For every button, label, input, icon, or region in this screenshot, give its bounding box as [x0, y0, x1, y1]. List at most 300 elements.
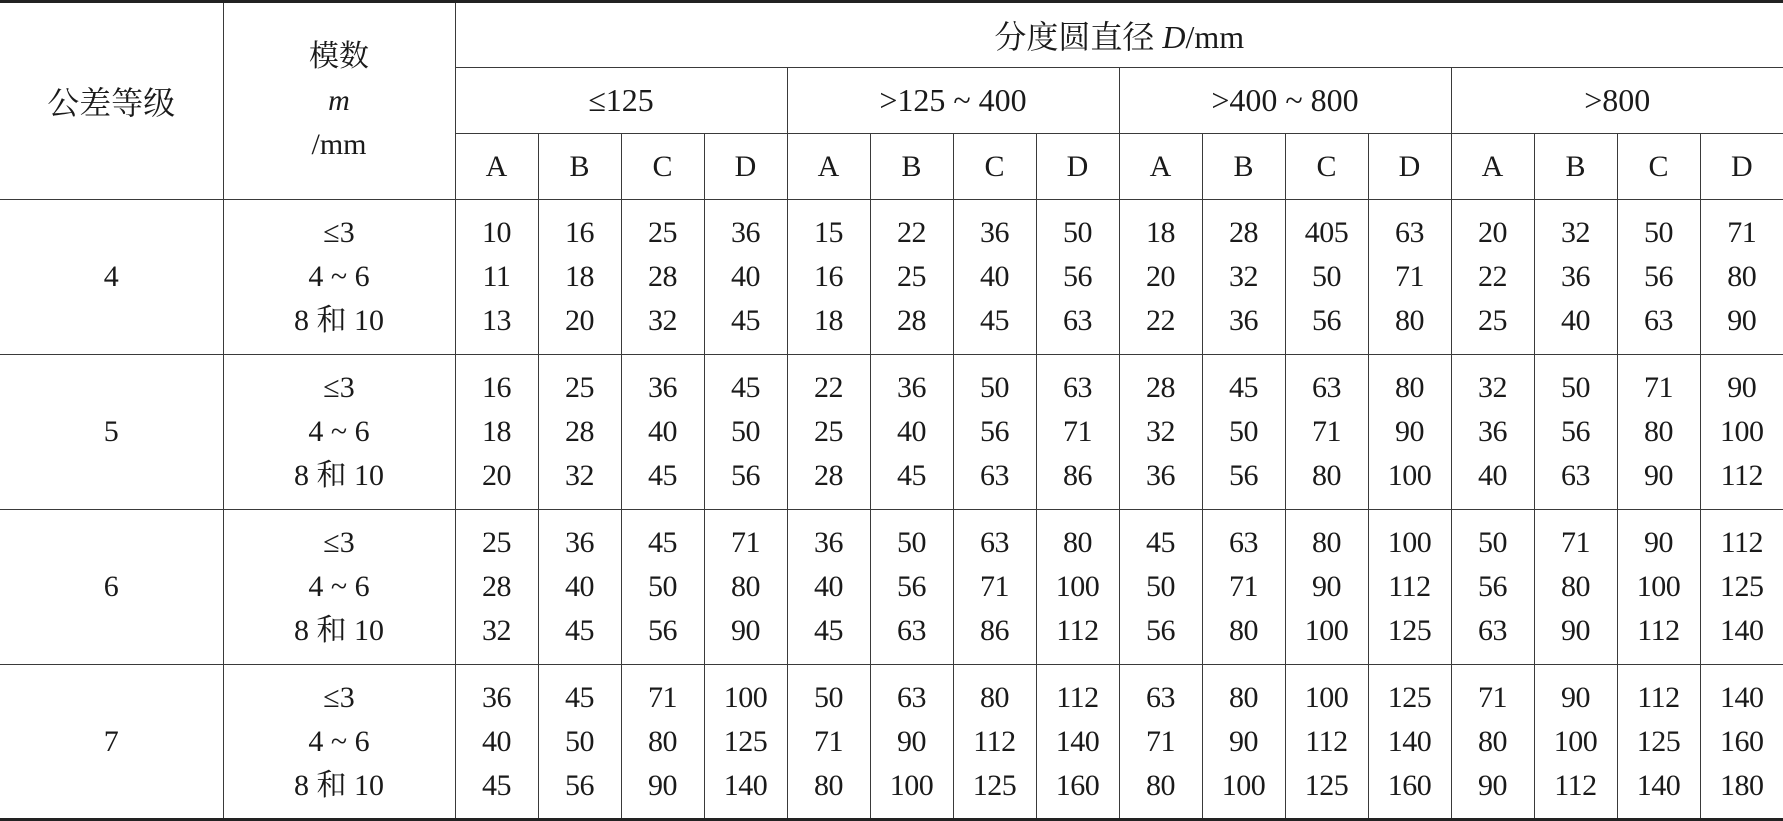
tolerance-value: 25	[897, 260, 926, 293]
tolerance-value: 16	[482, 371, 511, 404]
letter-header: D	[1700, 134, 1783, 200]
value-cell	[1119, 510, 1202, 665]
value-cell	[1285, 355, 1368, 510]
grade-cell: 4	[0, 200, 223, 355]
module-value: 4 ~ 6	[308, 570, 370, 603]
module-cell	[223, 200, 455, 355]
tolerance-value: 160	[1720, 724, 1764, 758]
tolerance-value: 15	[814, 216, 843, 249]
tolerance-value: 50	[1312, 260, 1341, 293]
value-cell	[1451, 355, 1534, 510]
tolerance-value: 63	[1644, 304, 1673, 337]
value-cell	[1700, 510, 1783, 665]
tolerance-value: 90	[1561, 680, 1590, 714]
tolerance-value: 100	[1636, 570, 1681, 603]
tolerance-value: 22	[814, 371, 843, 404]
tolerance-value: 45	[648, 459, 677, 492]
tolerance-value: 112	[1637, 614, 1680, 647]
tolerance-value: 90	[1478, 768, 1507, 802]
module-value: 8 和 10	[294, 768, 384, 802]
tolerance-value: 40	[1478, 459, 1507, 492]
range-header: >400 ~ 800	[1119, 68, 1451, 134]
tolerance-value: 80	[1229, 614, 1258, 647]
value-cell	[1285, 510, 1368, 665]
tolerance-value: 71	[980, 570, 1009, 603]
tolerance-value: 100	[1304, 614, 1349, 647]
value-cell	[1617, 355, 1700, 510]
tolerance-value: 45	[482, 768, 511, 802]
letter-header: C	[621, 134, 704, 200]
module-value: 8 和 10	[294, 304, 384, 337]
tolerance-value: 36	[731, 216, 760, 249]
value-cell	[870, 665, 953, 820]
header-row-1	[0, 2, 1783, 68]
grade-row	[0, 665, 1783, 820]
diameter-header-label: 分度圆直径	[994, 19, 1155, 55]
tolerance-value: 100	[1221, 768, 1266, 802]
value-cell	[787, 665, 870, 820]
value-cell	[538, 510, 621, 665]
value-cell	[1451, 665, 1534, 820]
value-cell	[621, 355, 704, 510]
tolerance-value: 90	[897, 724, 926, 758]
value-cell	[1119, 200, 1202, 355]
tolerance-value: 11	[482, 260, 511, 293]
tolerance-value: 18	[565, 260, 594, 293]
range-header: >125 ~ 400	[787, 68, 1119, 134]
letter-header: D	[1368, 134, 1451, 200]
value-cell	[1036, 665, 1119, 820]
tolerance-value: 32	[1561, 216, 1590, 249]
value-cell	[1451, 200, 1534, 355]
letter-header: C	[1285, 134, 1368, 200]
tolerance-value: 20	[482, 459, 511, 492]
value-cell	[621, 510, 704, 665]
tolerance-value: 100	[1553, 724, 1598, 758]
module-value: ≤3	[323, 371, 355, 404]
tolerance-value: 90	[1561, 614, 1590, 647]
value-cell	[1700, 665, 1783, 820]
tolerance-value: 71	[1229, 570, 1258, 603]
tolerance-value: 36	[897, 371, 926, 404]
tolerance-value: 405	[1304, 216, 1349, 249]
tolerance-value: 90	[1727, 304, 1757, 337]
tolerance-value: 45	[648, 526, 677, 559]
value-cell	[455, 665, 538, 820]
letter-header: B	[870, 134, 953, 200]
tolerance-value: 86	[1063, 459, 1092, 492]
value-cell	[538, 200, 621, 355]
tolerance-value: 16	[565, 216, 594, 249]
tolerance-value: 28	[1146, 371, 1175, 404]
grade-header: 公差等级	[0, 2, 223, 200]
grade-row	[0, 200, 1783, 355]
tolerance-value: 56	[1063, 260, 1092, 293]
tolerance-value: 36	[1561, 260, 1590, 293]
value-cell	[1368, 355, 1451, 510]
tolerance-value: 125	[1387, 614, 1432, 647]
value-cell	[1036, 355, 1119, 510]
tolerance-value: 50	[731, 415, 760, 448]
tolerance-value: 80	[1478, 724, 1507, 758]
tolerance-value: 71	[648, 680, 677, 714]
tolerance-value: 112	[1056, 614, 1099, 647]
tolerance-value: 80	[731, 570, 760, 603]
tolerance-value: 80	[1312, 459, 1341, 492]
tolerance-value: 50	[1644, 216, 1673, 249]
tolerance-value: 45	[1146, 526, 1175, 559]
tolerance-value: 125	[1304, 768, 1349, 802]
tolerance-value: 125	[972, 768, 1017, 802]
tolerance-value: 63	[980, 526, 1009, 559]
tolerance-value: 40	[482, 724, 511, 758]
value-cell	[1534, 355, 1617, 510]
tolerance-value: 80	[1395, 304, 1424, 337]
tolerance-value: 32	[1229, 260, 1258, 293]
value-cell	[1285, 200, 1368, 355]
tolerance-value: 71	[1478, 680, 1507, 714]
value-cell	[621, 200, 704, 355]
tolerance-value: 40	[1561, 304, 1590, 337]
tolerance-value: 36	[980, 216, 1009, 249]
letter-header: C	[953, 134, 1036, 200]
letter-header: B	[538, 134, 621, 200]
value-cell	[1617, 510, 1700, 665]
tolerance-value: 20	[1478, 216, 1507, 249]
tolerance-value: 90	[1229, 724, 1258, 758]
tolerance-value: 80	[1146, 768, 1175, 802]
tolerance-value: 40	[897, 415, 926, 448]
tolerance-value: 22	[1478, 260, 1507, 293]
tolerance-value: 36	[1478, 415, 1507, 448]
value-cell	[953, 510, 1036, 665]
value-cell	[1700, 355, 1783, 510]
tolerance-value: 80	[980, 680, 1009, 714]
tolerance-value: 40	[648, 415, 677, 448]
value-cell	[1202, 510, 1285, 665]
tolerance-value: 45	[1229, 371, 1258, 404]
tolerance-value: 56	[980, 415, 1009, 448]
value-cell	[870, 510, 953, 665]
value-cell	[1202, 200, 1285, 355]
tolerance-value: 90	[1644, 459, 1673, 492]
tolerance-value: 20	[1146, 260, 1175, 293]
module-value: 4 ~ 6	[308, 260, 370, 293]
tolerance-value: 50	[1146, 570, 1175, 603]
value-cell	[1534, 200, 1617, 355]
tolerance-value: 63	[1063, 371, 1092, 404]
tolerance-value: 18	[814, 304, 843, 337]
tolerance-value: 56	[1146, 614, 1175, 647]
tolerance-value: 125	[1636, 724, 1681, 758]
letter-header: D	[704, 134, 787, 200]
grade-cell: 7	[0, 665, 223, 820]
module-value: 8 和 10	[294, 614, 384, 647]
tolerance-value: 63	[1229, 526, 1258, 559]
value-cell	[870, 200, 953, 355]
module-cell	[223, 665, 455, 820]
tolerance-value: 63	[1478, 614, 1507, 647]
tolerance-value: 140	[1387, 724, 1432, 758]
tolerance-value: 140	[1055, 724, 1100, 758]
tolerance-value: 140	[1720, 680, 1764, 714]
tolerance-value: 56	[1561, 415, 1590, 448]
tolerance-value: 63	[1063, 304, 1092, 337]
tolerance-value: 56	[1644, 260, 1673, 293]
tolerance-value: 56	[1478, 570, 1507, 603]
diameter-header-unit: /mm	[1185, 19, 1245, 55]
tolerance-value: 112	[1305, 724, 1348, 758]
tolerance-value: 40	[980, 260, 1009, 293]
tolerance-value: 13	[482, 304, 511, 337]
tolerance-value: 71	[1644, 371, 1673, 404]
tolerance-value: 90	[1644, 526, 1673, 559]
value-cell	[953, 665, 1036, 820]
value-cell	[787, 200, 870, 355]
tolerance-value: 90	[648, 768, 677, 802]
module-value: 8 和 10	[294, 459, 384, 492]
module-value: ≤3	[323, 680, 355, 714]
value-cell	[1368, 200, 1451, 355]
tolerance-value: 63	[897, 614, 926, 647]
tolerance-value: 140	[723, 768, 768, 802]
tolerance-value: 25	[814, 415, 843, 448]
value-cell	[1285, 665, 1368, 820]
tolerance-value: 80	[1561, 570, 1590, 603]
tolerance-value: 112	[973, 724, 1016, 758]
tolerance-value: 71	[731, 526, 760, 559]
tolerance-value: 50	[648, 570, 677, 603]
tolerance-value: 56	[565, 768, 594, 802]
tolerance-value: 71	[1063, 415, 1092, 448]
letter-header: A	[787, 134, 870, 200]
tolerance-value: 90	[1395, 415, 1424, 448]
value-cell	[870, 355, 953, 510]
tolerance-value: 56	[1312, 304, 1341, 337]
module-value: 4 ~ 6	[308, 415, 370, 448]
tolerance-value: 112	[1720, 459, 1763, 492]
tolerance-value: 180	[1720, 768, 1764, 802]
value-cell	[1036, 510, 1119, 665]
value-cell	[1534, 510, 1617, 665]
tolerance-value: 63	[980, 459, 1009, 492]
tolerance-value: 71	[814, 724, 843, 758]
tolerance-value: 63	[1312, 371, 1341, 404]
tolerance-value: 45	[731, 371, 760, 404]
tolerance-value: 50	[897, 526, 926, 559]
tolerance-value: 32	[1146, 415, 1175, 448]
tolerance-value: 100	[1387, 526, 1432, 559]
grade-cell: 6	[0, 510, 223, 665]
value-cell	[455, 510, 538, 665]
value-cell	[621, 665, 704, 820]
grade-row	[0, 355, 1783, 510]
tolerance-value: 32	[565, 459, 594, 492]
tolerance-value: 100	[723, 680, 768, 714]
value-cell	[787, 510, 870, 665]
value-cell	[455, 200, 538, 355]
tolerance-value: 45	[731, 304, 760, 337]
tolerance-value: 50	[1478, 526, 1507, 559]
tolerance-value: 56	[1229, 459, 1258, 492]
tolerance-value: 80	[814, 768, 843, 802]
letter-header: A	[1119, 134, 1202, 200]
value-cell	[1617, 665, 1700, 820]
table-body	[0, 200, 1783, 820]
letter-header: B	[1202, 134, 1285, 200]
value-cell	[704, 510, 787, 665]
tolerance-value: 50	[565, 724, 594, 758]
tolerance-value: 45	[565, 614, 594, 647]
diameter-header-var: D	[1162, 19, 1186, 55]
tolerance-value: 45	[814, 614, 843, 647]
module-header-label: 模数	[309, 40, 369, 73]
tolerance-value: 112	[1554, 768, 1597, 802]
tolerance-value: 90	[1312, 570, 1341, 603]
tolerance-value: 90	[1727, 371, 1757, 404]
tolerance-value: 90	[731, 614, 760, 647]
tolerance-value: 80	[648, 724, 677, 758]
tolerance-value: 56	[648, 614, 677, 647]
tolerance-value: 80	[1312, 526, 1341, 559]
value-cell	[1202, 665, 1285, 820]
tolerance-value: 80	[1063, 526, 1092, 559]
tolerance-value: 45	[897, 459, 926, 492]
tolerance-value: 63	[897, 680, 926, 714]
value-cell	[787, 355, 870, 510]
module-value: ≤3	[323, 216, 355, 249]
tolerance-value: 25	[482, 526, 511, 559]
tolerance-value: 18	[482, 415, 511, 448]
tolerance-value: 80	[1644, 415, 1673, 448]
value-cell	[1119, 665, 1202, 820]
grade-row	[0, 510, 1783, 665]
tolerance-value: 36	[1146, 459, 1175, 492]
tolerance-value: 18	[1146, 216, 1175, 249]
letter-header: B	[1534, 134, 1617, 200]
tolerance-value: 56	[731, 459, 760, 492]
tolerance-value: 125	[723, 724, 768, 758]
tolerance-value: 50	[1229, 415, 1258, 448]
value-cell	[1451, 510, 1534, 665]
tolerance-value: 140	[1720, 614, 1764, 647]
tolerance-value: 32	[648, 304, 677, 337]
grade-cell: 5	[0, 355, 223, 510]
module-value: 4 ~ 6	[308, 724, 370, 758]
tolerance-value: 100	[889, 768, 934, 802]
module-value: ≤3	[323, 526, 355, 559]
tolerance-value: 40	[814, 570, 843, 603]
tolerance-value: 125	[1720, 570, 1764, 603]
value-cell	[1202, 355, 1285, 510]
tolerance-value: 36	[814, 526, 843, 559]
diameter-header	[455, 2, 1783, 68]
value-cell	[1036, 200, 1119, 355]
tolerance-value: 36	[565, 526, 594, 559]
tolerance-value: 63	[1146, 680, 1175, 714]
tolerance-value: 22	[1146, 304, 1175, 337]
value-cell	[455, 355, 538, 510]
tolerance-value: 50	[980, 371, 1009, 404]
module-header-var: m	[328, 84, 350, 117]
tolerance-value: 71	[1727, 216, 1757, 249]
tolerance-value: 40	[565, 570, 594, 603]
tolerance-value: 36	[1229, 304, 1258, 337]
tolerance-value: 100	[1304, 680, 1349, 714]
tolerance-value: 71	[1312, 415, 1341, 448]
tolerance-value: 125	[1387, 680, 1432, 714]
tolerance-value: 40	[731, 260, 760, 293]
tolerance-value: 25	[1478, 304, 1507, 337]
tolerance-value: 160	[1055, 768, 1100, 802]
value-cell	[1617, 200, 1700, 355]
value-cell	[953, 200, 1036, 355]
value-cell	[953, 355, 1036, 510]
tolerance-value: 80	[1229, 680, 1258, 714]
tolerance-value: 86	[980, 614, 1009, 647]
tolerance-value: 71	[1146, 724, 1175, 758]
tolerance-value: 71	[1561, 526, 1590, 559]
letter-header: D	[1036, 134, 1119, 200]
tolerance-value: 28	[897, 304, 926, 337]
tolerance-value: 16	[814, 260, 843, 293]
range-header: >800	[1451, 68, 1783, 134]
value-cell	[538, 355, 621, 510]
tolerance-value: 45	[980, 304, 1009, 337]
value-cell	[1368, 665, 1451, 820]
tolerance-value: 80	[1395, 371, 1424, 404]
letter-header: A	[1451, 134, 1534, 200]
tolerance-value: 100	[1055, 570, 1100, 603]
value-cell	[1368, 510, 1451, 665]
tolerance-value: 28	[482, 570, 511, 603]
value-cell	[704, 665, 787, 820]
tolerance-value: 32	[482, 614, 511, 647]
letter-header: A	[455, 134, 538, 200]
tolerance-value: 112	[1056, 680, 1099, 714]
value-cell	[1119, 355, 1202, 510]
value-cell	[1700, 200, 1783, 355]
tolerance-value: 160	[1387, 768, 1432, 802]
value-cell	[538, 665, 621, 820]
tolerance-value: 112	[1637, 680, 1680, 714]
tolerance-value: 22	[897, 216, 926, 249]
module-header	[223, 2, 455, 200]
module-header-unit: /mm	[311, 128, 367, 161]
tolerance-value: 112	[1720, 526, 1763, 559]
tolerance-value: 45	[565, 680, 594, 714]
tolerance-value: 100	[1720, 415, 1764, 448]
tolerance-value: 20	[565, 304, 594, 337]
tolerance-value: 36	[482, 680, 511, 714]
tolerance-value: 25	[565, 371, 594, 404]
tolerance-value: 50	[1561, 371, 1590, 404]
letter-header: C	[1617, 134, 1700, 200]
tolerance-value: 50	[1063, 216, 1092, 249]
tolerance-value: 28	[814, 459, 843, 492]
value-cell	[704, 355, 787, 510]
tolerance-value: 25	[648, 216, 677, 249]
tolerance-value: 10	[482, 216, 511, 249]
tolerance-value: 140	[1636, 768, 1681, 802]
tolerance-value: 71	[1395, 260, 1424, 293]
tolerance-value: 36	[648, 371, 677, 404]
value-cell	[1534, 665, 1617, 820]
module-cell	[223, 355, 455, 510]
tolerance-value: 56	[897, 570, 926, 603]
tolerance-value: 80	[1727, 260, 1757, 293]
tolerance-value: 63	[1395, 216, 1424, 249]
